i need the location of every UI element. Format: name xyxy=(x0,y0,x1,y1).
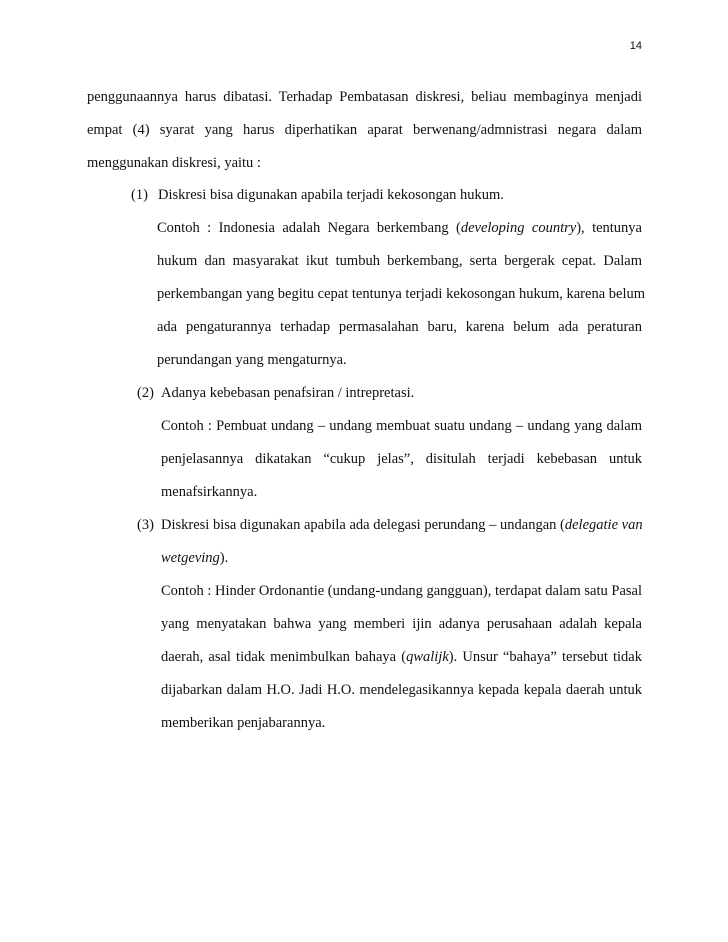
list-item-heading: Adanya kebebasan penafsiran / intrepretasi. xyxy=(161,385,415,401)
intro-line-3: menggunakan diskresi, yaitu : xyxy=(87,155,261,171)
list-item-number: (1) xyxy=(131,187,148,203)
list-item-heading: Diskresi bisa digunakan apabila ada delegasi perundang – undangan (delegatie van xyxy=(161,517,643,533)
example-line: hukum dan masyarakat ikut tumbuh berkembang, serta bergerak cepat. Dalam xyxy=(157,253,642,269)
example-line: memberikan penjabarannya. xyxy=(161,715,326,731)
example-line: penjelasannya dikatakan “cukup jelas”, disitulah terjadi kebebasan untuk xyxy=(161,451,642,467)
example-line: dijabarkan dalam H.O. Jadi H.O. mendelegasikannya kepada kepala daerah untuk xyxy=(161,682,642,698)
example-line: Contoh : Pembuat undang – undang membuat suatu undang – undang yang dalam xyxy=(161,418,642,434)
example-line: perkembangan yang begitu cepat tentunya terjadi kekosongan hukum, karena belum xyxy=(157,286,646,302)
example-line: Contoh : Hinder Ordonantie (undang-undang gangguan), terdapat dalam satu Pasal xyxy=(161,583,642,599)
intro-line-2: empat (4) syarat yang harus diperhatikan aparat berwenang/admnistrasi negara dalam xyxy=(87,122,642,138)
example-line: perundangan yang mengaturnya. xyxy=(157,352,347,368)
example-line: yang menyatakan bahwa yang memberi ijin adanya perusahaan adalah kepala xyxy=(161,616,642,632)
list-item-heading: Diskresi bisa digunakan apabila terjadi kekosongan hukum. xyxy=(158,187,504,203)
list-item-number: (2) xyxy=(137,385,154,401)
list-item-heading-continuation: wetgeving). xyxy=(161,550,229,566)
example-line: daerah, asal tidak menimbulkan bahaya (qwalijk). Unsur “bahaya” tersebut tidak xyxy=(161,649,642,665)
example-line: Contoh : Indonesia adalah Negara berkembang (developing country), tentunya xyxy=(157,220,642,236)
intro-line-1: penggunaannya harus dibatasi. Terhadap Pembatasan diskresi, beliau membaginya menjadi xyxy=(87,89,642,105)
example-line: menafsirkannya. xyxy=(161,484,258,500)
page-number: 14 xyxy=(629,40,642,52)
list-item-number: (3) xyxy=(137,517,154,533)
example-line: ada pengaturannya terhadap permasalahan baru, karena belum ada peraturan xyxy=(157,319,642,335)
